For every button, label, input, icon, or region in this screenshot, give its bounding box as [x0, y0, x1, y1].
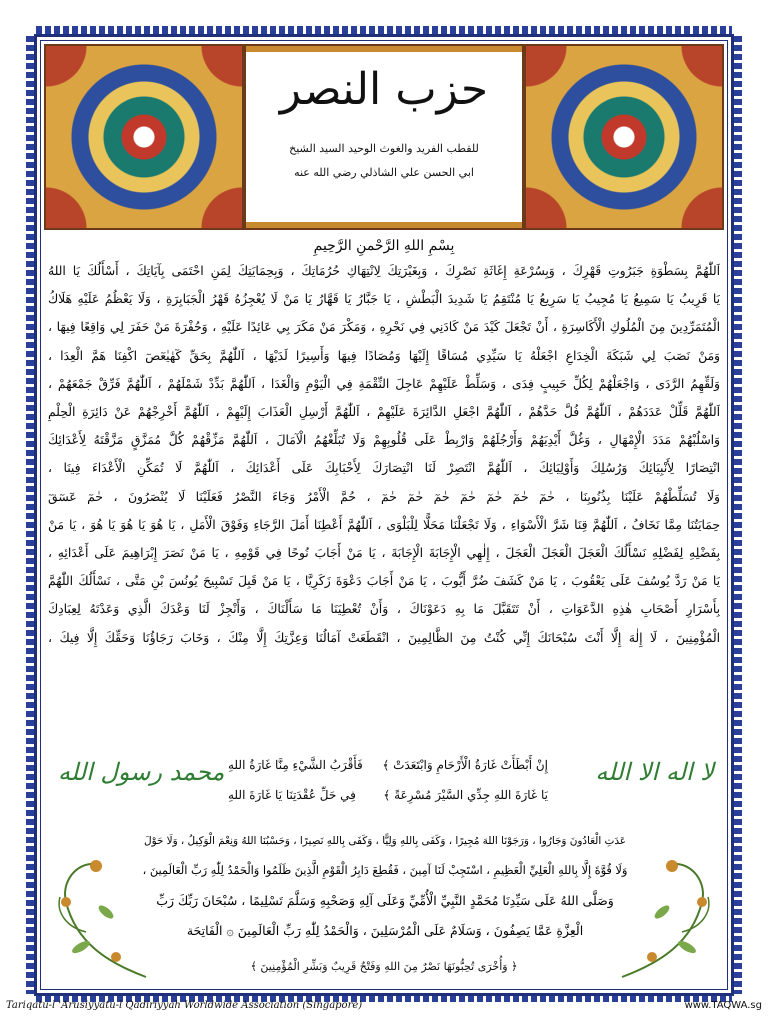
verse	[228, 780, 548, 810]
calligraphy-shahada: لا اله الا الله	[595, 758, 714, 786]
verse-first-half: يَا غَارَةَ اللهِ جِدِّي السَّيْرَ مُسْرِعَةً ﴾	[383, 788, 548, 802]
header	[44, 44, 724, 230]
subtitle-line-1: للقطب الفريد والغوث الوحيد السيد الشيخ	[289, 142, 479, 155]
ornament-tile-right	[524, 44, 724, 230]
subtitle	[246, 137, 522, 185]
text-line: بِأَسْرَارِ أَصْحَابِ هٰذِهِ الدَّعَوَاتِ ، أَنْ تَتَقَبَّلَ مَا بِهِ دَعَوْنَاكَ ، وَأَنْ تُعْطِيَنَا مَا سَأَلْنَاكَ ، وَأَنْجِزْ لَنَا وَعْدَكَ الَّذِي وَعَدْتَهُ لِعِبَادِكَ	[48, 602, 720, 617]
text-line: اَللّٰهُمَّ قَلِّلْ عَدَدَهُمْ ، اَللّٰهُمَّ فُلَّ حَدَّهُمْ ، اَللّٰهُمَّ اجْعَلِ الدَّائِرَةَ عَلَيْهِمْ ، اَللّٰهُمَّ أَرْسِلِ الْعَذَابَ إِلَيْهِمْ ، اَللّٰهُمَّ أَخْرِجْهُمْ عَنْ دَائِرَةِ الْحِلْمِ	[48, 405, 720, 420]
text-line: حِمَايَتُنَا مِمَّا نَخَافُ ، اَللّٰهُمَّ قِنَا شَرَّ الْأَسْوَاءِ ، وَلَا تَجْعَلْنَا مَحَلًّا لِلْبَلْوَى ، اَللّٰهُمَّ أَعْطِنَا أَمَلَ الرَّجَاءِ وَفَوْقَ الْأَمَلِ ، يَا هُوَ يَا هُوَ يَا هُوَ ، يَا مَنْ	[48, 517, 720, 532]
text-line: بِفَضْلِهِ لِفَضْلِهِ نَسْأَلُكَ الْعَجَلَ الْعَجَلَ الْعَجَلَ ، إِلٰهِي الْإِجَابَةَ الْإِجَابَةَ ، يَا مَنْ أَجَابَ نُوحًا فِي قَوْمِهِ ، يَا مَنْ نَصَرَ إِبْرَاهِيمَ عَلَى أَعْدَائِهِ ،	[48, 546, 720, 561]
page-title: حزب النصر	[279, 64, 489, 115]
footer-website-link[interactable]: www.TAQWA.sg	[684, 1000, 762, 1011]
verse-second-half: فَأَقْرَبُ الشَّيْءِ مِنَّا غَارَةُ اللهِ	[228, 758, 363, 772]
text-line: الْمُتَمَرِّدِينَ مِنَ الْمُلُوكِ الْأَكَاسِرَةِ ، أَنْ تَجْعَلَ كَيْدَ مَنْ كَادَنِي فِي نَحْرِهِ ، وَمَكْرَ مَنْ مَكَرَ بِي عَائِدًا عَلَيْهِ ، وَحُفْرَةَ مَنْ حَفَرَ لِي وَاقِعًا فِيهَا ،	[48, 320, 720, 335]
text-line: الْمُؤْمِنِينَ ، لَا إِلٰهَ إِلَّا أَنْتَ سُبْحَانَكَ إِنِّي كُنْتُ مِنَ الظَّالِمِينَ ، انْقَطَعَتْ آمَالُنَا وَعِزَّتِكَ إِلَّا مِنْكَ ، وَخَابَ رَجَاؤُنَا وَحَقِّكَ إِلَّا فِيكَ ،	[48, 630, 720, 645]
closing-line: وَصَلَّى اللهُ عَلَى سَيِّدِنَا مُحَمَّدٍ النَّبِيِّ الْأُمِّيِّ وَعَلَى آلِهِ وَصَحْبِهِ وَسَلَّمَ تَسْلِيمًا ، سُبْحَانَ رَبِّكَ رَبِّ	[156, 893, 614, 908]
poem-section	[48, 750, 720, 820]
closing-text	[140, 826, 630, 946]
text-line: يَا قَرِيبُ يَا سَمِيعُ يَا مُجِيبُ يَا سَرِيعُ يَا مُنْتَقِمُ يَا شَدِيدَ الْبَطْشِ ، يَا جَبَّارُ يَا قَهَّارُ يَا مَنْ لَا يُعْجِزُهُ قَهْرُ الْجَبَابِرَةِ ، وَلَا يَعْظُمُ عَلَيْهِ هَلَاكُ	[48, 292, 720, 307]
poem-verses	[228, 750, 548, 810]
closing-line: عَدَتِ الْعَادُونَ وَجَارُوا ، وَرَجَوْنَا اللهَ مُجِيرًا ، وَكَفَى بِاللهِ وَلِيًّا ، وَكَفَى بِاللهِ نَصِيرًا ، وَحَسْبُنَا اللهُ وَنِعْمَ الْوَكِيلُ ، وَلَا حَوْلَ	[144, 835, 626, 847]
verse-second-half: فِي حَلِّ عُقْدَتِنَا يَا غَارَةَ اللهِ	[228, 788, 356, 802]
text-line: يَا مَنْ رَدَّ يُوسُفَ عَلَى يَعْقُوبَ ، يَا مَنْ كَشَفَ ضُرَّ أَيُّوبَ ، يَا مَنْ أَجَابَ دَعْوَةَ زَكَرِيَّا ، يَا مَنْ قَبِلَ تَسْبِيحَ يُونُسَ بْنِ مَتَّى ، نَسْأَلُكَ اللّٰهُمَّ	[48, 574, 720, 589]
quran-verse: ﴿ وَأُخْرَى تُحِبُّونَهَا نَصْرٌ مِنَ اللهِ وَفَتْحٌ قَرِيبٌ وَبَشِّرِ الْمُؤْمِنِينَ ﴾	[250, 960, 518, 973]
ornament-tile-left	[44, 44, 244, 230]
verse-first-half: إِنْ أَبْطَأَتْ غَارَةُ الْأَرْحَامِ وَابْتَعَدَتْ ﴾	[382, 758, 548, 772]
right-border-band	[734, 36, 742, 994]
text-line: وَلَقِّهِمُ الرَّدَى ، وَاجْعَلْهُمْ لِكُلِّ حَبِيبٍ فِدَى ، وَسَلِّطْ عَلَيْهِمْ عَاجِلَ النِّقْمَةِ فِي الْيَوْمِ وَالْغَدَا ، اَللّٰهُمَّ بَدِّدْ شَمْلَهُمْ ، اَللّٰهُمَّ فَرِّقْ جَمْعَهُمْ ،	[48, 376, 720, 391]
calligraphy-muhammad: محمد رسول الله	[58, 758, 225, 786]
text-line: وَاسْلُبْهُمْ مَدَدَ الْإِمْهَالِ ، وَغُلَّ أَيْدِيَهُمْ وَأَرْجُلَهُمْ وَارْبِطْ عَلَى قُلُوبِهِمْ وَلَا تُبَلِّغْهُمُ الْآمَالَ ، اَللّٰهُمَّ مَزِّقْهُمْ كُلَّ مُمَزَّقٍ مَزَّقْتَهُ لِأَعْدَائِكَ	[48, 433, 720, 448]
basmala: بِسْمِ اللهِ الرَّحْمنِ الرَّحِيمِ	[313, 238, 455, 254]
text-line: انْتِصَارًا لِأَنْبِيَائِكَ وَرُسُلِكَ وَأَوْلِيَائِكَ ، اَللّٰهُمَّ انْتَصِرْ لَنَا انْتِصَارَكَ لِأَحْبَابِكَ عَلَى أَعْدَائِكَ ، اَللّٰهُمَّ لَا تُمَكِّنِ الْأَعْدَاءَ فِينَا ،	[48, 461, 720, 476]
left-border-band	[26, 36, 34, 994]
verse	[228, 750, 548, 780]
prayer-body	[48, 238, 720, 652]
closing-line: وَلَا قُوَّةَ إِلَّا بِاللهِ الْعَلِيِّ الْعَظِيمِ ، اسْتَجِبْ لَنَا آمِينَ ، فَقُطِعَ دَابِرُ الْقَوْمِ الَّذِينَ ظَلَمُوا وَالْحَمْدُ لِلّٰهِ رَبِّ الْعَالَمِينَ ،	[142, 864, 628, 877]
top-border-band	[36, 26, 732, 34]
subtitle-line-2: ابي الحسن علي الشاذلي رضي الله عنه	[294, 166, 474, 179]
text-line: وَمَنْ نَصَبَ لِي شَبَكَةَ الْخِدَاعِ اجْعَلْهُ يَا سَيِّدِي مُسَاقًا إِلَيْهَا وَمُصَادًا فِيهَا وَأَسِيرًا لَدَيْهَا ، اَللّٰهُمَّ بِحَقِّ كٓهٰيٰعٓصٓ اكْفِنَا هَمَّ الْعِدَا ،	[48, 348, 720, 363]
text-line: وَلَا تُسَلِّطْهُمْ عَلَيْنَا بِذُنُوبِنَا ، حٰمٓ حٰمٓ حٰمٓ حٰمٓ حٰمٓ حٰمٓ حٰمٓ ، حُمَّ الْأَمْرُ وَجَاءَ النَّصْرُ فَعَلَيْنَا لَا يُنْصَرُونَ ، حٰمٓ عٓسٓقٓ	[48, 489, 720, 504]
text-line: اَللّٰهُمَّ بِسَطْوَةِ جَبَرُوتِ قَهْرِكَ ، وَبِسُرْعَةِ إِغَاثَةِ نَصْرِكَ ، وَبِغَيْرَتِكَ لِانْتِهَاكِ حُرُمَاتِكَ ، وَبِحِمَايَتِكَ لِمَنِ احْتَمَى بِآيَاتِكَ ، أَسْأَلُكَ يَا اللهُ	[48, 264, 720, 278]
title-panel	[244, 44, 524, 230]
closing-line: الْعِزَّةِ عَمَّا يَصِفُونَ ، وَسَلَامٌ عَلَى الْمُرْسَلِينَ ، وَالْحَمْدُ لِلّٰهِ رَبِّ الْعَالَمِينَ ۞ الْفَاتِحَة	[186, 923, 584, 938]
prayer-text	[48, 257, 720, 652]
footer-organization: Tariqatu-l 'Arusiyyatu-l Qadiriyyah Worldwide Association (Singapore)	[6, 1000, 363, 1011]
